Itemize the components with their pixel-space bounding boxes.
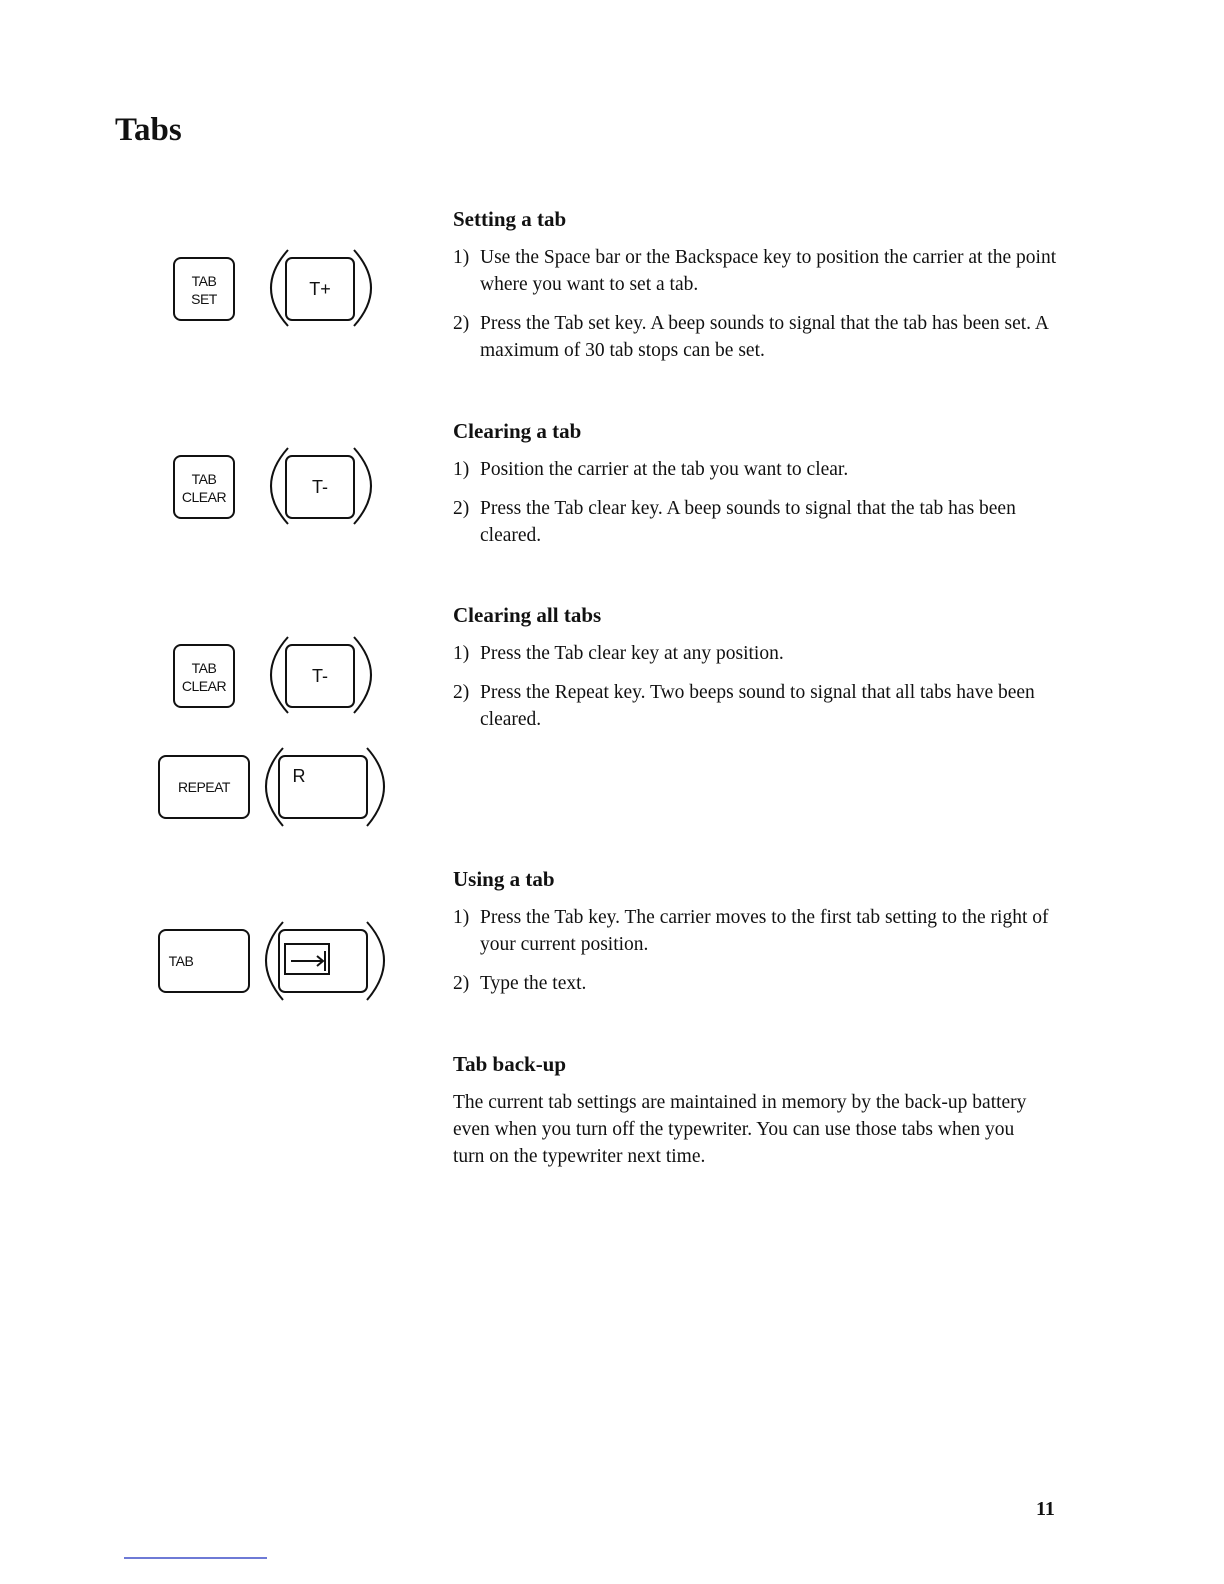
tab-set-key-illustration [170, 246, 390, 331]
step-text: Position the carrier at the tab you want to clear. [480, 459, 849, 480]
section-setting-a-tab [453, 207, 1063, 376]
tab-clear-key-line1: TAB [191, 471, 217, 487]
step-text: Press the Tab clear key. A beep sounds to signal that the tab has been cleared. [480, 498, 1016, 546]
tab-clear-key-line2: CLEAR [181, 489, 227, 505]
step-text: Press the Tab clear key at any position. [480, 643, 784, 664]
tab-clear-key-line1: TAB [191, 660, 217, 676]
step-2 [453, 970, 1063, 997]
repeat-key-label: REPEAT [178, 779, 230, 795]
tab-set-key [174, 258, 234, 320]
step-2 [453, 679, 1063, 733]
tab-clear-key-illustration [170, 444, 390, 529]
section-heading: Setting a tab [453, 207, 567, 231]
step-2 [453, 310, 1063, 364]
tab-key-label: TAB [168, 953, 194, 969]
footer-rule [124, 1557, 267, 1559]
right-paren [354, 637, 371, 713]
page-number: 11 [1036, 1498, 1055, 1520]
section-heading: Clearing all tabs [453, 603, 602, 627]
right-paren [354, 250, 371, 326]
section-heading: Using a tab [453, 867, 555, 891]
step-1 [453, 244, 1063, 298]
section-paragraph: The current tab settings are maintained in memory by the back-up battery even when you turn off the typewriter. You can use those tabs when you turn on the typewriter next time. [453, 1092, 1027, 1167]
tab-set-key-line1: TAB [191, 273, 217, 289]
tab-clear-key [174, 456, 234, 518]
tab-arrow-icon [285, 944, 329, 974]
right-paren [367, 748, 384, 826]
section-clearing-a-tab [453, 419, 1063, 561]
step-1 [453, 904, 1063, 958]
step-number: 2) [453, 313, 470, 334]
step-text: Press the Repeat key. Two beeps sound to signal that all tabs have been cleared. [480, 682, 1035, 730]
section-clearing-all-tabs [453, 603, 1063, 745]
step-1 [453, 456, 1063, 483]
step-1 [453, 640, 1063, 667]
step-number: 1) [453, 459, 470, 480]
right-paren [367, 922, 384, 1000]
step-number: 2) [453, 498, 470, 519]
step-number: 2) [453, 682, 470, 703]
tab-clear-key [174, 645, 234, 707]
tab-set-key-line2: SET [191, 291, 217, 307]
step-number: 1) [453, 907, 470, 928]
section-heading: Tab back-up [453, 1052, 567, 1076]
step-2 [453, 495, 1063, 549]
tab-key-illustration [155, 918, 395, 1008]
step-text: Press the Tab key. The carrier moves to the first tab setting to the right of your current position. [480, 907, 1049, 955]
repeat-key-illustration [155, 744, 395, 834]
step-number: 1) [453, 643, 470, 664]
r-label: R [292, 766, 306, 786]
t-minus-label: T- [312, 477, 328, 497]
section-heading: Clearing a tab [453, 419, 582, 443]
step-number: 1) [453, 247, 470, 268]
right-paren [354, 448, 371, 524]
section-tab-back-up [453, 1052, 1043, 1170]
tab-clear-key-illustration-2 [170, 633, 390, 718]
t-plus-label: T+ [309, 279, 331, 299]
page-title: Tabs [115, 112, 182, 148]
section-using-a-tab [453, 867, 1063, 1009]
step-text: Type the text. [480, 973, 587, 994]
step-number: 2) [453, 973, 470, 994]
t-minus-label: T- [312, 666, 328, 686]
tab-clear-key-line2: CLEAR [181, 678, 227, 694]
step-text: Use the Space bar or the Backspace key to position the carrier at the point where you want to set a tab. [480, 247, 1057, 295]
step-text: Press the Tab set key. A beep sounds to signal that the tab has been set. A maximum of 30 tab stops can be set. [480, 313, 1048, 361]
